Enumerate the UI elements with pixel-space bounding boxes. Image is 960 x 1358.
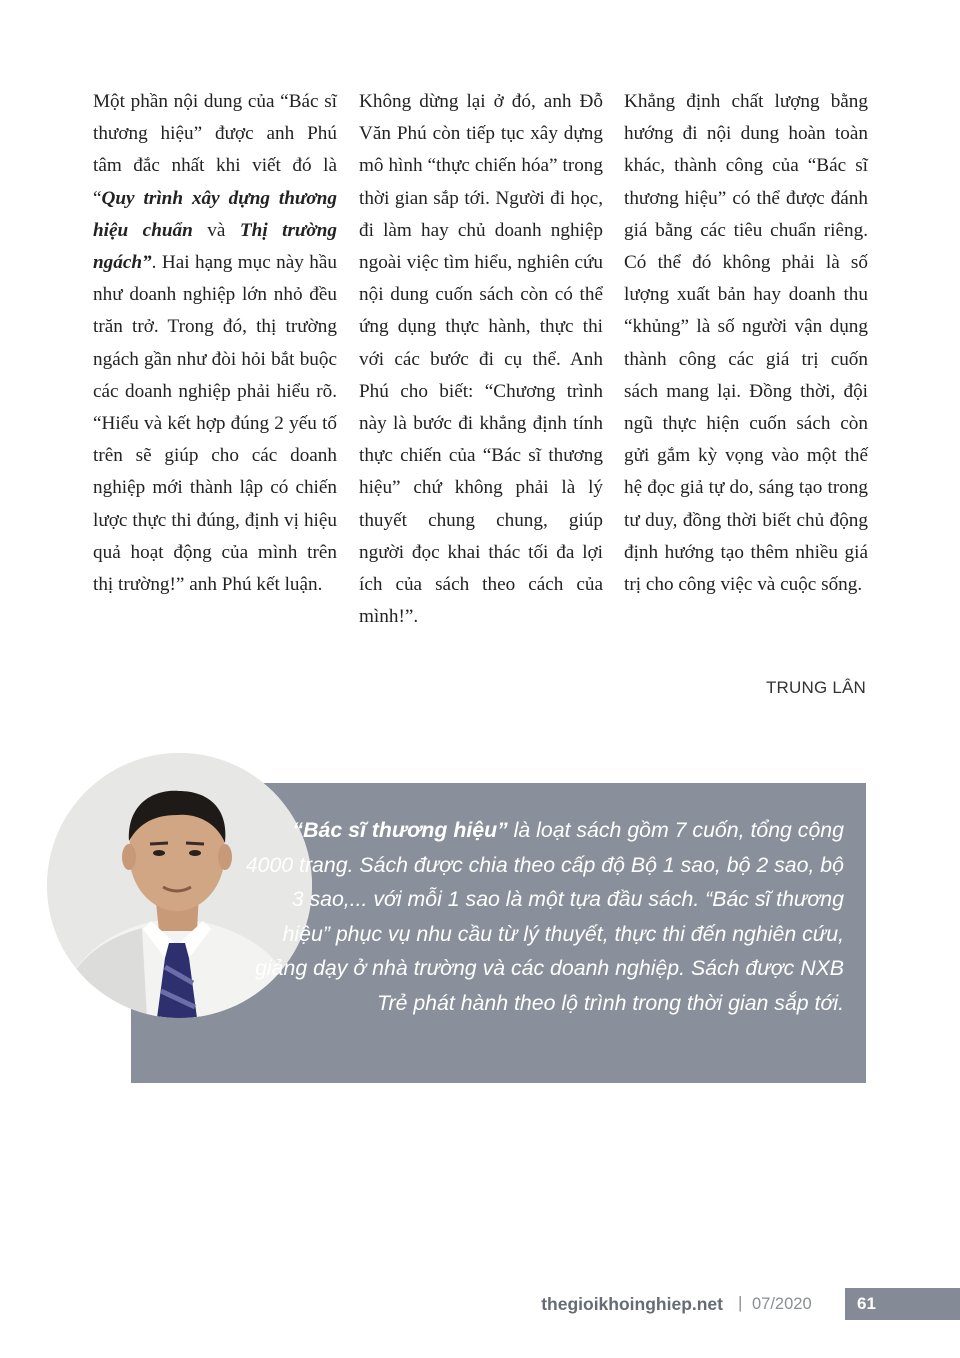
article-column-1 — [93, 86, 337, 601]
col1-bold-2: Thị trường ngách” — [93, 219, 337, 274]
footer-site-name: thegioikhoinghiep.net — [541, 1294, 723, 1314]
col1-text-2: và — [192, 219, 240, 241]
page-number: 61 — [857, 1294, 876, 1313]
pull-quote-bold: “Bác sĩ thương hiệu” — [292, 818, 508, 842]
column-1-paragraph — [93, 86, 337, 601]
article-column-3 — [624, 86, 868, 601]
footer-issue-date: 07/2020 — [752, 1295, 812, 1313]
pull-quote — [240, 813, 844, 1021]
col1-bold-1: Quy trình xây dựng thương hiệu chuẩn — [93, 187, 337, 241]
footer-separator: | — [738, 1293, 743, 1312]
article-column-2 — [359, 86, 603, 633]
pull-quote-text: là loạt sách gồm 7 cuốn, tổng cộng 4000 trang. Sách được chia theo cấp độ Bộ 1 sao, bộ 2 sao, bộ 3 sao,... với mỗi 1 sao là một tựa đầu sách. “Bác sĩ thương hiệu” phục vụ nhu cầu từ lý thuyết, thực thi đến nghiên cứu, giảng dạy ở nhà trường và các doanh nghiệp. Sách được NXB Trẻ phát hành theo lộ trình trong thời gian sắp tới. — [245, 818, 844, 1015]
column-2-paragraph: Không dừng lại ở đó, anh Đỗ Văn Phú còn tiếp tục xây dựng mô hình “thực chiến hóa” trong thời gian sắp tới. Người đi học, đi làm hay chủ doanh nghiệp ngoài việc tìm hiểu, nghiên cứu nội dung cuốn sách còn có thể ứng dụng thực hành, thực thi với các bước đi cụ thể. Anh Phú cho biết: “Chương trình này là bước đi khẳng định tính thực chiến của “Bác sĩ thương hiệu” chứ không phải là lý thuyết chung chung, giúp người đọc khai thác tối đa lợi ích của sách theo cách của mình!”. — [359, 91, 603, 628]
col1-text-3: . Hai hạng mục này hầu như doanh nghiệp lớn nhỏ đều trăn trở. Trong đó, thị trường ngách gần như đòi hỏi bắt buộc các doanh nghiệp phải hiểu rõ. “Hiểu và kết hợp đúng 2 yếu tố trên sẽ giúp cho các doanh nghiệp mới thành lập có chiến lược thực thi đúng, định vị hiệu quả hoạt động của mình trên thị trường!” anh Phú kết luận. — [93, 252, 337, 596]
author-byline: TRUNG LÂN — [765, 678, 866, 697]
column-3-paragraph: Khẳng định chất lượng bằng hướng đi nội dung hoàn toàn khác, thành công của “Bác sĩ thương hiệu” có thể được đánh giá bằng các tiêu chuẩn riêng. Có thể đó không phải là số lượng xuất bản hay doanh thu “khủng” là số người vận dụng thành công các giá trị cuốn sách mang lại. Đồng thời, đội ngũ thực hiện cuốn sách còn gửi gắm kỳ vọng vào một thế hệ đọc giả tự do, sáng tạo trong tư duy, đồng thời biết chủ động định hướng tạo thêm nhiều giá trị cho công việc và cuộc sống. — [624, 91, 868, 596]
col1-text-1: Một phần nội dung của “Bác sĩ thương hiệu” được anh Phú tâm đắc nhất khi viết đó là “ — [93, 91, 337, 209]
